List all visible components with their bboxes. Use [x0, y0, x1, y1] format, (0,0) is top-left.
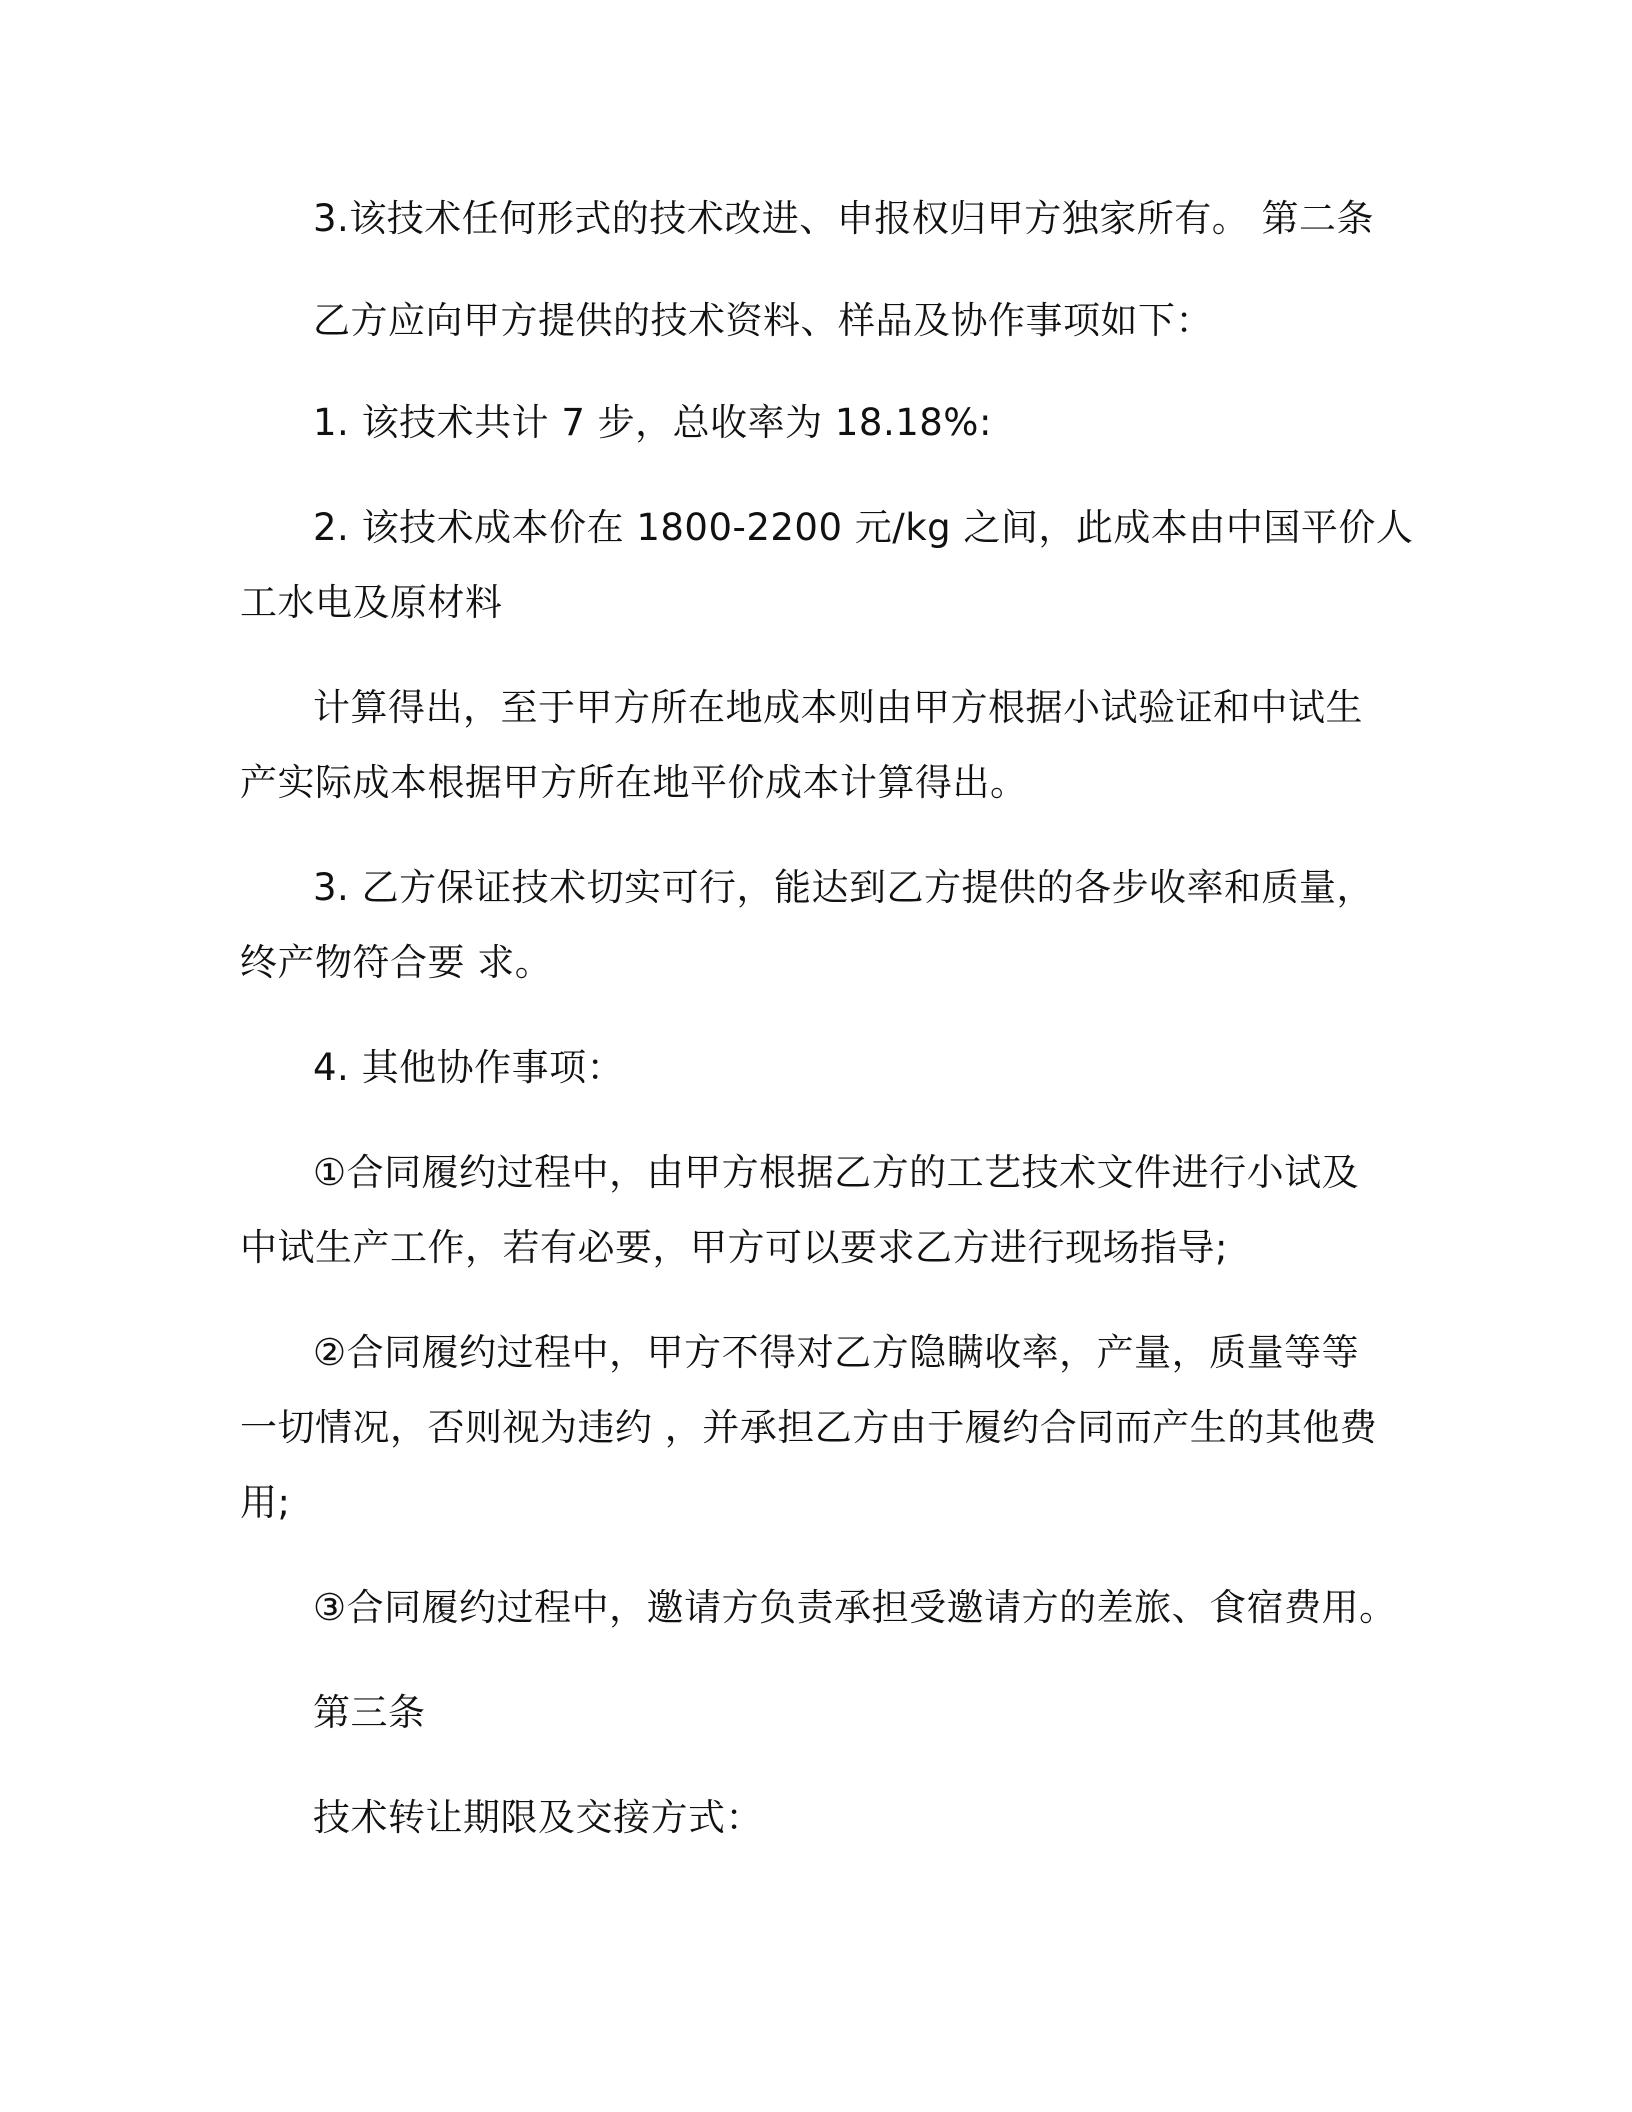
sub-item-3: ③合同履约过程中，邀请方负责承担受邀请方的差旅、食宿费用。 [313, 1586, 1397, 1629]
sub-item-2-continued: 一切情况，否则视为违约 ，并承担乙方由于履约合同而产生的其他费 [240, 1406, 1378, 1449]
list-item-4: 4. 其他协作事项： [313, 1046, 625, 1089]
sub-item-2: ②合同履约过程中，甲方不得对乙方隐瞒收率，产量，质量等等 [313, 1331, 1360, 1374]
sub-item-2-continued: 用; [240, 1481, 291, 1524]
list-item-3-continued: 终产物符合要 求。 [240, 941, 553, 984]
article-heading: 第三条 [313, 1691, 426, 1734]
list-item-2: 2. 该技术成本价在 1800-2200 元/kg 之间，此成本由中国平价人 [313, 506, 1414, 549]
paragraph-line: 计算得出，至于甲方所在地成本则由甲方根据小试验证和中试生 [313, 686, 1363, 729]
clause-text-line: 3.该技术任何形式的技术改进、申报权归甲方独家所有。 第二条 [313, 197, 1375, 240]
article-subheading: 技术转让期限及交接方式： [313, 1796, 763, 1839]
sub-item-1: ①合同履约过程中，由甲方根据乙方的工艺技术文件进行小试及 [313, 1151, 1360, 1194]
list-item-1: 1. 该技术共计 7 步，总收率为 18.18%: [313, 401, 992, 444]
clause-text-line: 乙方应向甲方提供的技术资料、样品及协作事项如下： [313, 299, 1213, 342]
list-item-3: 3. 乙方保证技术切实可行，能达到乙方提供的各步收率和质量， [313, 866, 1375, 909]
paragraph-line: 产实际成本根据甲方所在地平价成本计算得出。 [240, 761, 1028, 804]
sub-item-1-continued: 中试生产工作，若有必要，甲方可以要求乙方进行现场指导; [240, 1226, 1228, 1269]
list-item-2-continued: 工水电及原材料 [240, 581, 503, 624]
